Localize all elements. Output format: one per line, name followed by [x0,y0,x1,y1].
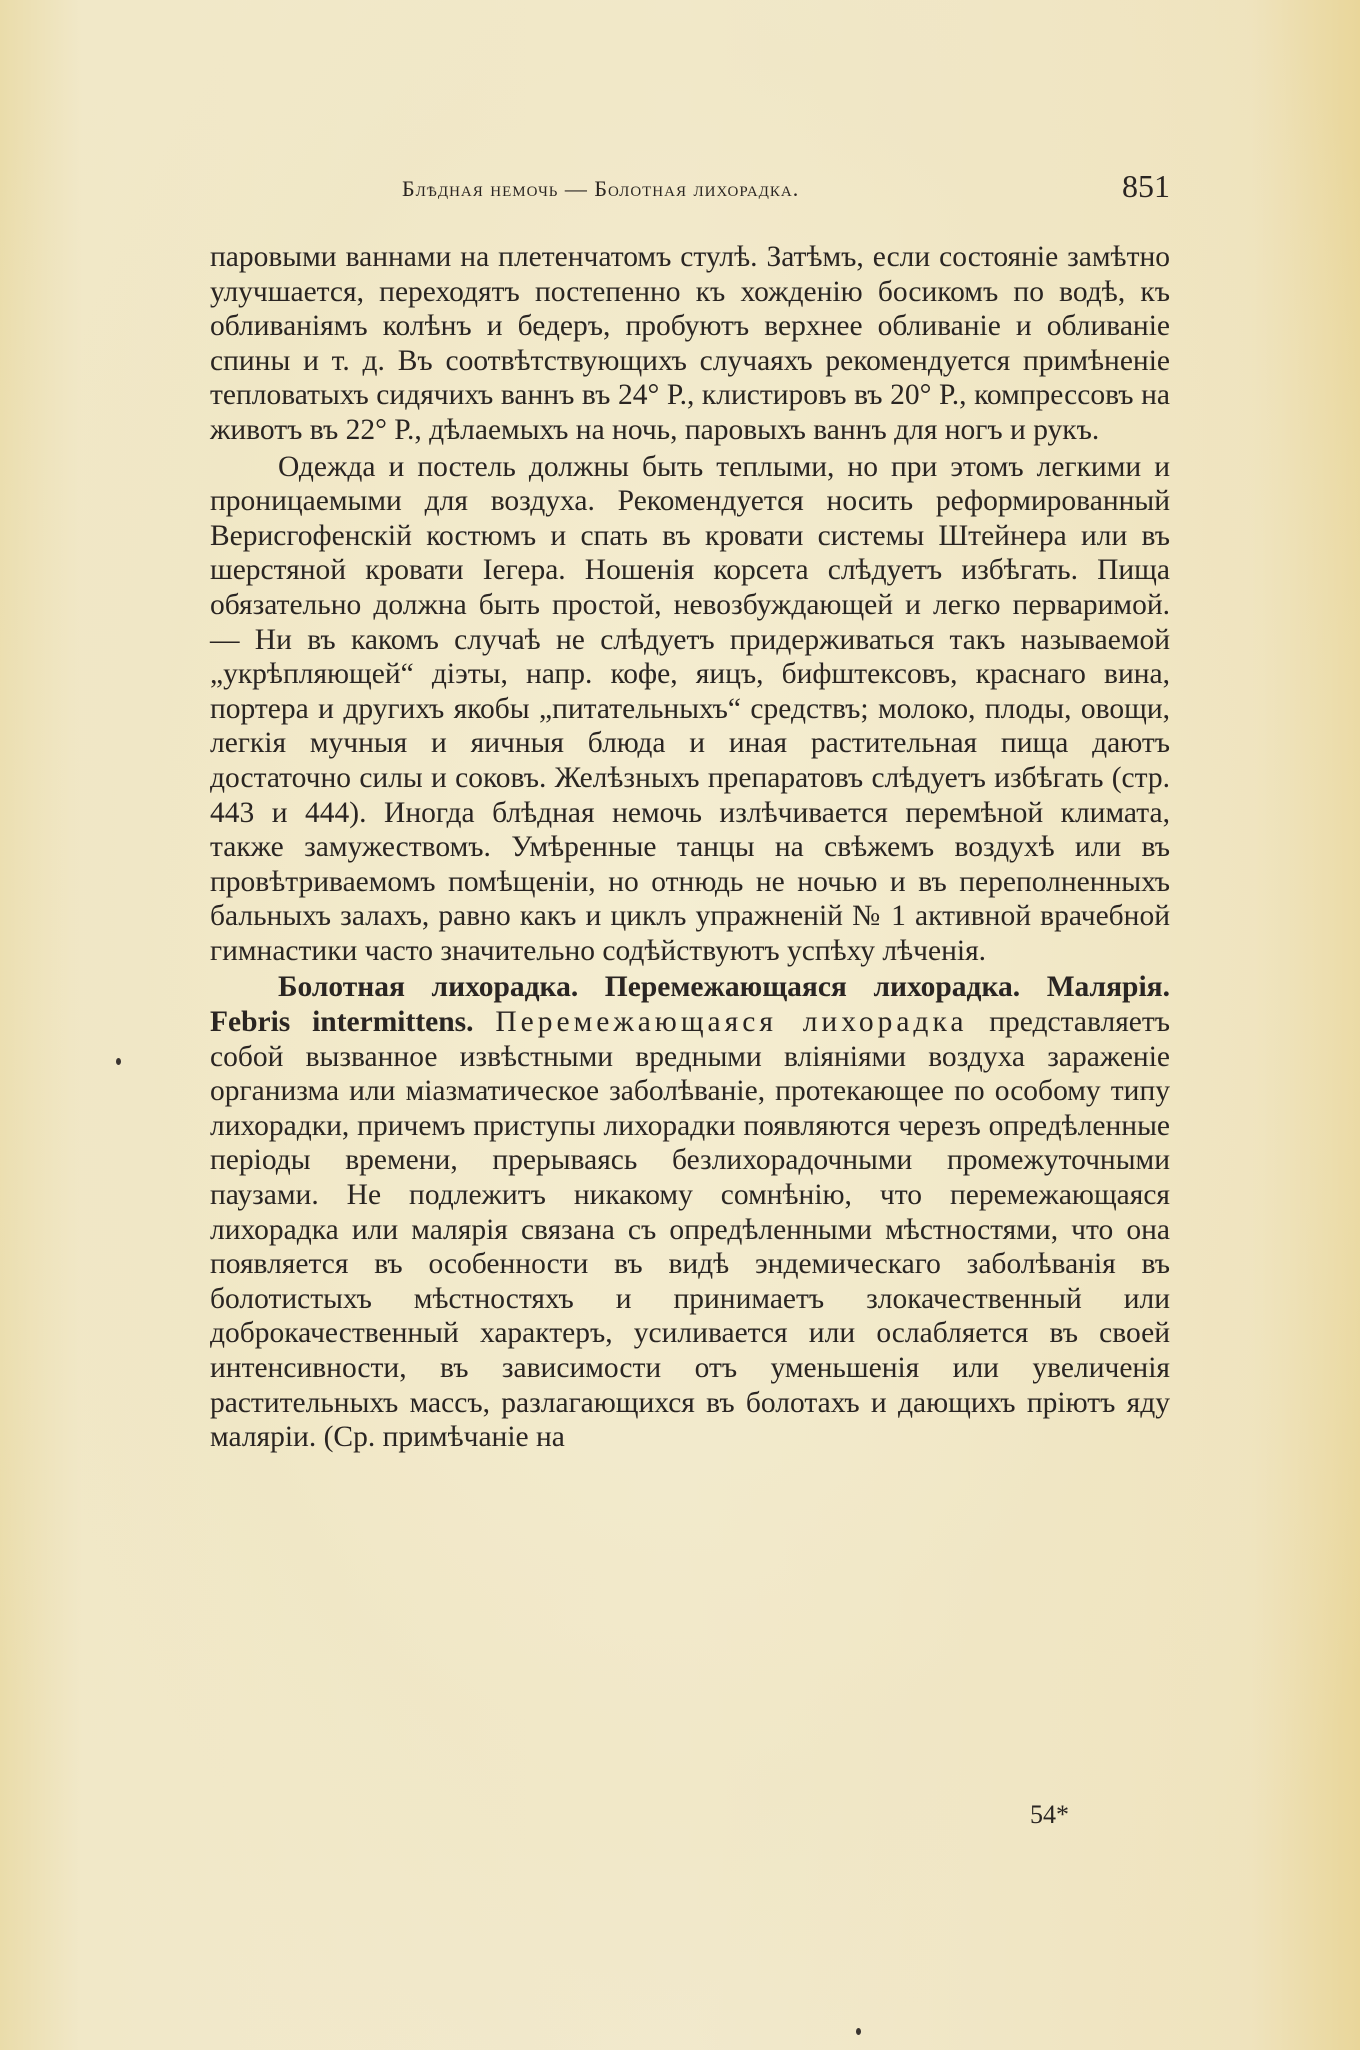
section-heading: Болотная лихорадка. Перемежающаяся лихорадка. Малярія. Febris intermittens. [210,971,1170,1039]
section-lead: Перемежающаяся лихорадка [495,1006,968,1039]
paragraph-2: Одежда и постель должны быть теплыми, но при этомъ легкими и проницаемыми для воздуха. Рекомендуется носить реформированный Верисгофенскій костюмъ и спать въ кровати системы Штейнера или въ шерстяной кровати Iегера. Ношенія корсета слѣдуетъ избѣгать. Пища обязательно должна быть простой, невозбуждающей и легко перваримой. — Ни въ какомъ случаѣ не слѣдуетъ придерживаться такъ называемой „укрѣпляющей“ діэты, напр. кофе, яицъ, бифштексовъ, краснаго вина, портера и другихъ якобы „питательныхъ“ средствъ; молоко, плоды, овощи, легкія мучныя и яичныя блюда и иная растительная пища даютъ достаточно силы и соковъ. Желѣзныхъ препаратовъ слѣдуетъ избѣгать (стр. 443 и 444). Иногда блѣдная немочь излѣчивается перемѣной климата, также замужествомъ. Умѣренные танцы на свѣжемъ воздухѣ или въ провѣтриваемомъ помѣщеніи, но отнюдь не ночью и въ переполненныхъ бальныхъ залахъ, равно какъ и циклъ упражненій № 1 активной врачебной гимнастики часто значительно содѣйствуютъ успѣху лѣченія. [210,450,1170,967]
margin-mark [116,1058,121,1065]
paragraph-1: паровыми ваннами на плетенчатомъ стулѣ. Затѣмъ, если состояніе замѣтно улучшается, переходятъ постепенно къ хожденію босикомъ по водѣ, къ обливаніямъ колѣнъ и бедеръ, пробуютъ верхнее обливаніе и обливаніе спины и т. д. Въ соотвѣтствующихъ случаяхъ рекомендуется примѣненіе тепловатыхъ сидячихъ ваннъ въ 24° Р., клистировъ въ 20° Р., компрессовъ на животъ въ 22° Р., дѣлаемыхъ на ночь, паровыхъ ваннъ для ногъ и рукъ. [210,241,1170,446]
paragraph-3 [210,970,1170,1454]
paragraph-3-text: представляетъ собой вызванное извѣстными вредными вліяніями воздуха зараженіе организма или міазматическое заболѣваніе, протекающее по особому типу лихорадки, причемъ приступы лихорадки появляются черезъ опредѣленные періоды времени, прерываясь безлихорадочными промежуточными паузами. Не подлежитъ никакому сомнѣнію, что перемежающаяся лихорадка или малярія связана съ опредѣленными мѣстностями, что она появляется въ особенности въ видѣ эндемическаго заболѣванія въ болотистыхъ мѣстностяхъ и принимаетъ злокачественный или доброкачественный характеръ, усиливается или ослабляется въ своей интенсивности, въ зависимости отъ уменьшенія или увеличенія растительныхъ массъ, разлагающихся въ болотахъ и дающихъ пріютъ яду маляріи. (Ср. примѣчаніе на [210,1006,1171,1454]
margin-mark [856,2028,861,2035]
page-number: 851 [1122,168,1170,204]
running-header [210,168,1170,220]
header-title: Блѣдная немочь — Болотная лихорадка. [402,176,800,201]
printer-signature: 54* [1030,1800,1069,1829]
body-text [210,240,1170,1455]
